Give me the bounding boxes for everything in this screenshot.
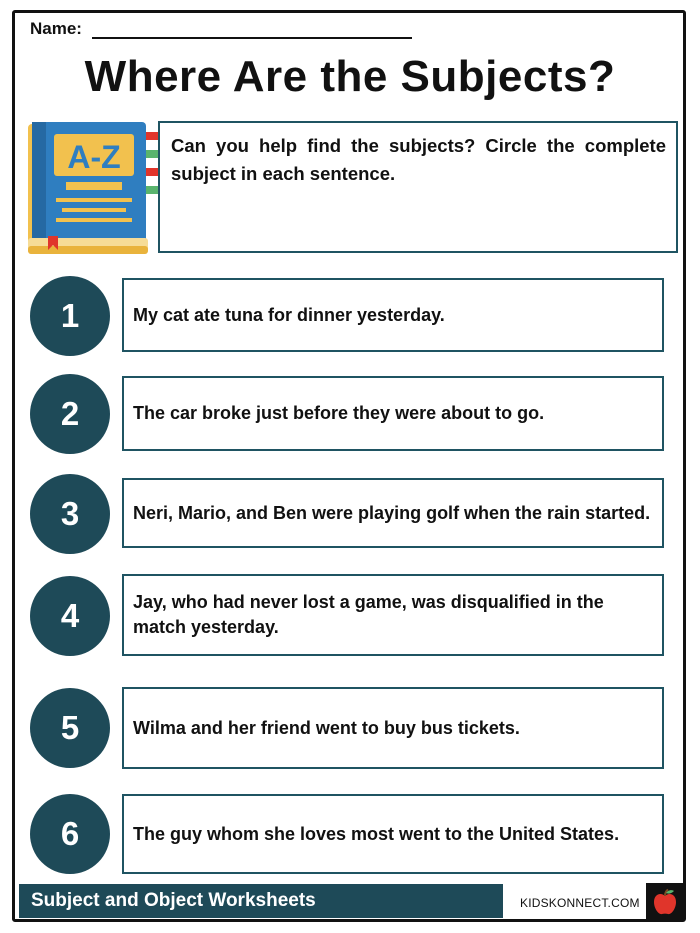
question-number-4: 4 [30,576,110,656]
name-label: Name: [30,19,82,38]
question-sentence-6[interactable]: The guy whom she loves most went to the United States. [122,794,664,874]
question-number-2: 2 [30,374,110,454]
apple-logo [646,883,684,921]
footer-site[interactable]: KIDSKONNECT.COM [520,896,640,910]
question-sentence-1[interactable]: My cat ate tuna for dinner yesterday. [122,278,664,352]
footer-title: Subject and Object Worksheets [19,884,503,918]
question-number-1: 1 [30,276,110,356]
question-number-3: 3 [30,474,110,554]
question-number-5: 5 [30,688,110,768]
a-z-book-icon [26,118,158,256]
question-number-6: 6 [30,794,110,874]
question-sentence-5[interactable]: Wilma and her friend went to buy bus tickets. [122,687,664,769]
question-sentence-3[interactable]: Neri, Mario, and Ben were playing golf when the rain started. [122,478,664,548]
apple-icon [652,888,678,916]
question-sentence-2[interactable]: The car broke just before they were about to go. [122,376,664,451]
instructions-box: Can you help find the subjects? Circle the complete subject in each sentence. [158,121,678,253]
page-title: Where Are the Subjects? [84,52,616,101]
name-line[interactable] [92,37,412,39]
question-sentence-4[interactable]: Jay, who had never lost a game, was disqualified in the match yesterday. [122,574,664,656]
book-cover-text: A-Z [67,139,121,175]
